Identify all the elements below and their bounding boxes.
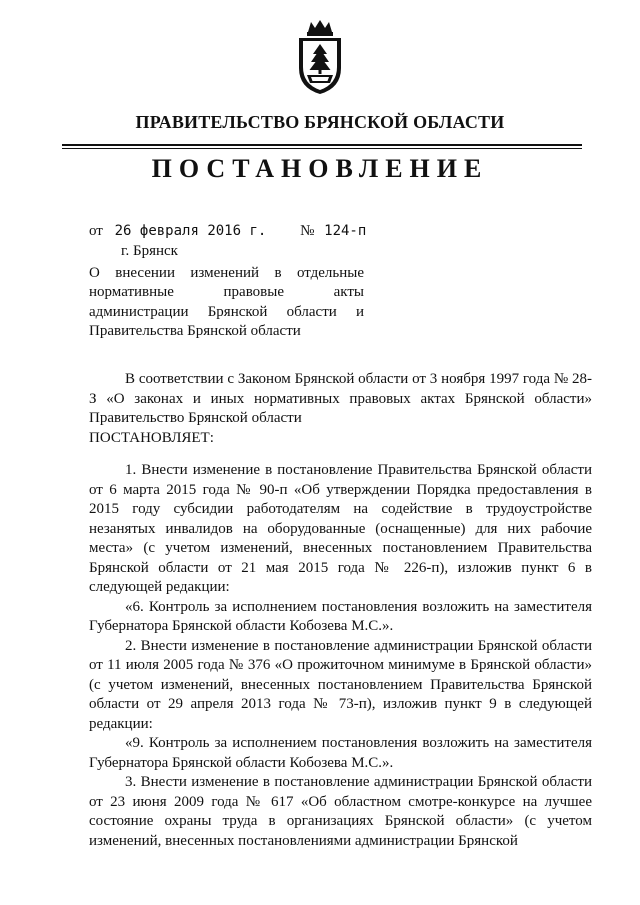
item-1-paragraph: 1. Внести изменение в постановление Правительства Брянской области от 6 марта 2015 года № 90-п «Об утверждении Порядка предоставления в 2015 году субсидии работодателям на содействие в трудоустройстве незанятых инвалидов на оборудованные (оснащенные) для них рабочие места» (с учетом изменений, внесенных постановлением Правительства Брянской области от 21 мая 2015 года № 226-п), изложив пункт 6 в следующей редакции: bbox=[89, 462, 592, 595]
date-prefix: от bbox=[89, 223, 103, 239]
item-2-paragraph: 2. Внести изменение в постановление администрации Брянской области от 11 июля 2005 года № 376 «О прожиточном минимуме в Брянской области» (с учетом изменений, внесенных постановлением Правительства Брянской области от 29 апреля 2013 года № 73-п), изложив пункт 9 в следующей редакции: bbox=[89, 637, 592, 732]
resolves-line: ПОСТАНОВЛЯЕТ: bbox=[89, 429, 214, 446]
item-3-paragraph: 3. Внести изменение в постановление администрации Брянской области от 23 июня 2009 года № 617 «Об областном смотре-конкурсе на лучшее состояние охраны труда в организациях Брянской области» (с учетом изменений, внесенных постановлениями администрации Брянской bbox=[89, 774, 592, 849]
preamble-paragraph: В соответствии с Законом Брянской области от 3 ноября 1997 года № 28-З «О законах и иных нормативных правовых актах Брянской области» Правительство Брянской области bbox=[89, 371, 592, 426]
number-prefix: № bbox=[300, 223, 315, 239]
document-date: 26 февраля 2016 г. bbox=[114, 223, 267, 239]
document-number: 124-п bbox=[324, 223, 367, 239]
header-rule-thin bbox=[62, 148, 582, 149]
header-rule-thick bbox=[62, 144, 582, 146]
document-type-heading: ПОСТАНОВЛЕНИЕ bbox=[151, 154, 489, 183]
organization-title: ПРАВИТЕЛЬСТВО БРЯНСКОЙ ОБЛАСТИ bbox=[135, 112, 505, 132]
document-subject: О внесении изменений в отдельные нормативные правовые акты администрации Брянской области и Правительства Брянской области bbox=[89, 265, 364, 340]
document-meta bbox=[89, 223, 366, 243]
document-body bbox=[89, 370, 592, 851]
document-city: г. Брянск bbox=[121, 243, 178, 259]
item-1-quote: «6. Контроль за исполнением постановления возложить на заместителя Губернатора Брянской области Кобозева М.С.». bbox=[89, 598, 592, 634]
bryansk-region-coat-of-arms-icon bbox=[294, 18, 346, 96]
item-2-quote: «9. Контроль за исполнением постановления возложить на заместителя Губернатора Брянской области Кобозева М.С.». bbox=[89, 735, 592, 771]
